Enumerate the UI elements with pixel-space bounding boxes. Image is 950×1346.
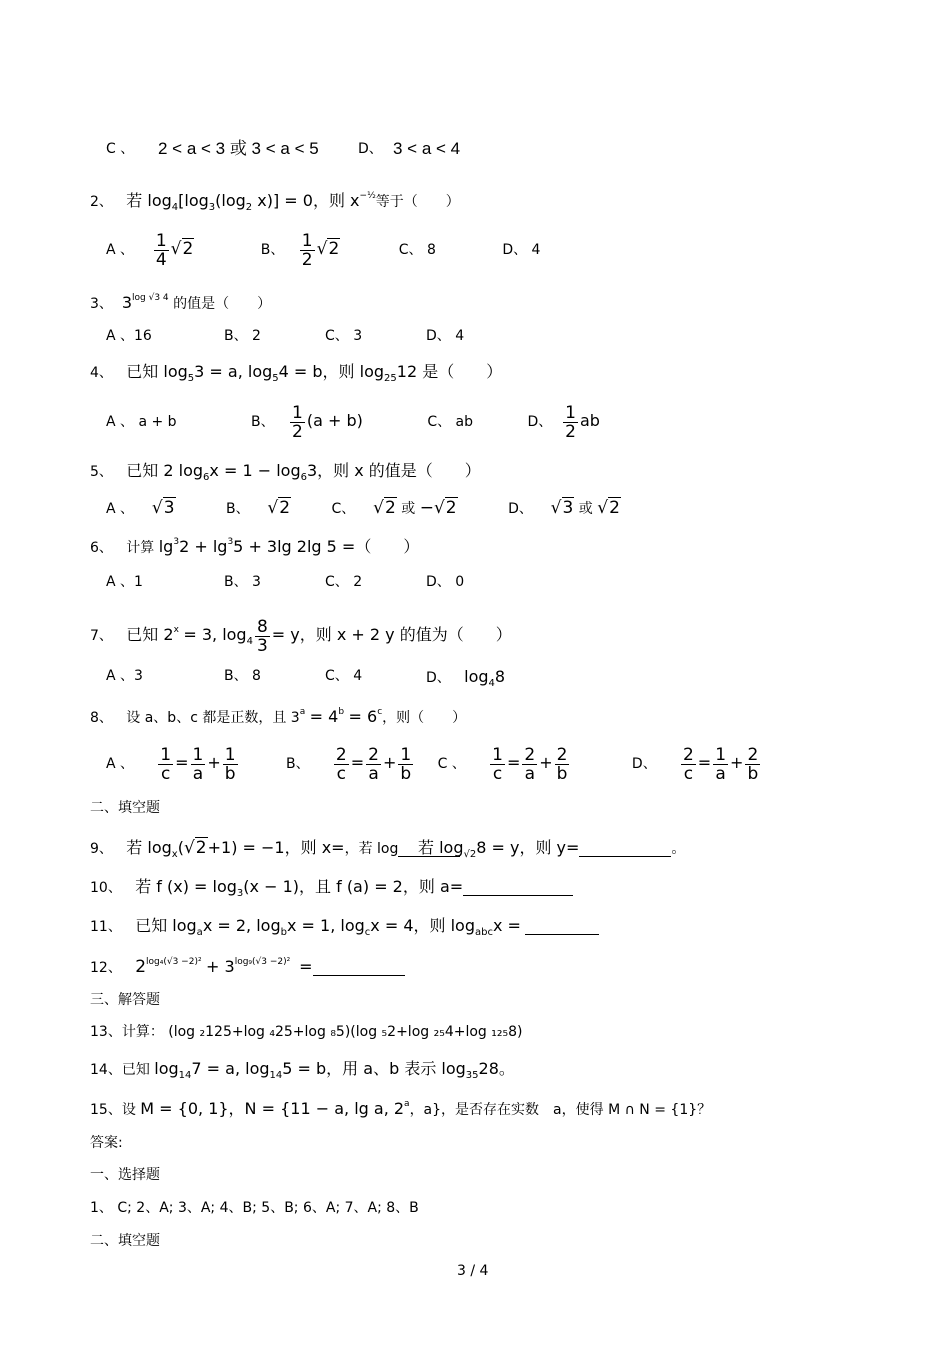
question-12: 12、 $2^{log_4(√3 -2)^2} + 3^{log_9(√3 -2)^2}$ = xyxy=(90,958,405,976)
question-9: 9、 若 $\log_x(√2+1) = -1$，则 x=，若 log xyxy=(90,840,460,860)
question-4-options: A 、 a + b B、 $\frac{1}{2}$ (a + b) C、 ab D、 $\frac{1}{2}$ ab xyxy=(106,402,600,442)
q3-option-b: B、 2 xyxy=(224,328,261,344)
answer-section-1: 一、选择题 xyxy=(90,1167,160,1183)
q7-option-b: B、 8 xyxy=(224,668,261,684)
answer-section-2: 二、填空题 xyxy=(90,1233,160,1249)
option-d-expr: 3 < a < 4 xyxy=(393,139,461,158)
q7-option-c: C、 4 xyxy=(325,668,363,684)
question-6: 6、 计算 $\lg^32 + \lg^35 + 3\lg$ 2lg 5 =（ ） xyxy=(90,537,420,556)
q3-option-d: D、 4 xyxy=(426,328,465,344)
q6-option-b: B、 3 xyxy=(224,574,261,590)
q7-option-d: D、 $\log_48$ xyxy=(426,667,506,689)
section-solve: 三、解答题 xyxy=(90,992,160,1008)
question-8-options: A 、 $\frac{1}{c}$ = $\frac{1}{a}$ + $\frac{1}{b}$ B、 $\frac{2}{c}$ = $\frac{2}{a}$ + $\frac{1}{b}$ C 、 $\frac{1}{c}$ = $\frac{2}{a}$ + $\frac{2}{b}$ D、 $\frac{2}{c}$ = $\frac{1}{a}$ + $\frac{2}{b}$ xyxy=(106,744,759,784)
question-2: 2、 若 $\log_4[\log_3(\log_2$ x)] = 0，则 $x^{-\frac{1}{2}}$等于（ ） xyxy=(90,191,460,213)
page-number: 3 / 4 xyxy=(457,1263,489,1279)
question-2-options: A 、 $\frac{1}{4}$ √2 B、 $\frac{1}{2}$ √2 C、 8 D、 4 xyxy=(106,230,541,270)
option-c-label: C 、 xyxy=(106,141,135,157)
question-10: 10、 若 f $(x) = \log_3(x - 1)$，且 f (a) = 2，则 a= xyxy=(90,879,573,899)
q6-option-c: C、 2 xyxy=(325,574,363,590)
answer-heading: 答案: xyxy=(90,1135,123,1151)
question-14: 14、已知 $\log_{14}7 = a$, $\log_{14}5 = b$，用 a、b 表示 $\log_{35}28$。 xyxy=(90,1059,515,1081)
question-4: 4、 已知 $\log_53 = a$, $\log_54 = b$，则 $\log_{25}12$ 是（ ） xyxy=(90,362,503,384)
question-3: 3、 $3^{log √3 4}$ 的值是（ ） xyxy=(90,293,272,312)
question-5: 5、 已知 2 $\log_6x = 1 - \log_63$，则 x 的值是（ ） xyxy=(90,461,481,483)
question-13: 13、计算： (log ₂125+log ₄25+log ₈5)(log ₅2+log ₂₅4+log ₁₂₅8) xyxy=(90,1024,523,1040)
question-9-b: 若 $\log_{√2}8 = y$，则 y= 。 xyxy=(418,838,686,860)
q7-option-a: A 、3 xyxy=(106,668,143,684)
option-c-expr: 2 < a < 3 或 3 < a < 5 xyxy=(158,139,319,158)
question-7: 7、 已知 2$^x$ = 3, $\log_4$ $\frac{8}{3}$ = y，则 x + 2 y 的值为（ ） xyxy=(90,616,512,656)
question-15: 15、设 M = {0, 1}，N = {11 − a, lg a, 2$^a$，a}，是否存在实数 a，使得 M ∩ N = {1}？ xyxy=(90,1099,712,1118)
q3-option-c: C、 3 xyxy=(325,328,363,344)
question-5-options: A 、 √3 B、 √2 C、 √2 或 −√2 D、 √3 或 √2 xyxy=(106,498,620,518)
answer-list: 1、 C; 2、A; 3、A; 4、B; 5、B; 6、A; 7、A; 8、B xyxy=(90,1200,419,1216)
option-d-label: D、 xyxy=(358,141,383,157)
q6-option-a: A 、1 xyxy=(106,574,143,590)
question-8: 8、 设 a、b、c 都是正数，且 $3^a = 4^b = 6^c$，则（ ） xyxy=(90,707,467,726)
q6-option-d: D、 0 xyxy=(426,574,465,590)
section-fill-blank: 二、填空题 xyxy=(90,800,160,816)
q3-option-a: A 、16 xyxy=(106,328,152,344)
question-11: 11、 已知 $\log_ax = 2$, $\log_bx = 1$, $\log_cx = 4$，则 $\log_{abc}x$ = xyxy=(90,918,599,938)
